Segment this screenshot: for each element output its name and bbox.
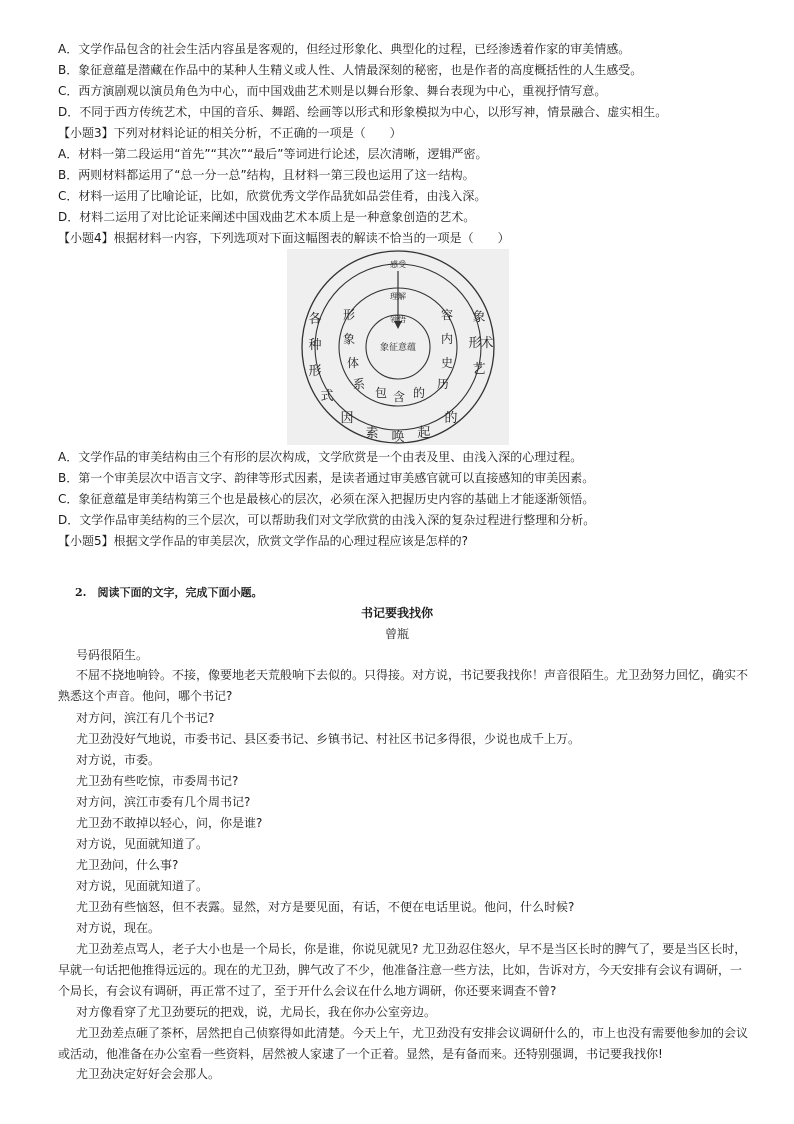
story-paragraph: 号码很陌生。 bbox=[76, 648, 149, 662]
ring-characters bbox=[308, 307, 493, 445]
story-paragraph: 不屈不挠地响铃。不接，像要地老天荒般响下去似的。只得接。对方说，书记要我找你！声音很陌生。尤卫劲努力回忆，确实不熟悉这个声音。他问，哪个书记? bbox=[58, 668, 749, 703]
ring-char: 容 bbox=[440, 308, 454, 322]
center-label: 象征意蕴 bbox=[379, 343, 417, 353]
arrow-label-understand: 理解 bbox=[390, 292, 406, 301]
ring-char: 的 bbox=[444, 411, 458, 426]
story-paragraph: 对方问，滨江有几个书记? bbox=[76, 711, 215, 725]
q3-option-d: D．材料二运用了对比论证来阐述中国戏曲艺术本质上是一种意象创造的艺术。 bbox=[58, 210, 476, 224]
ring-char: 系 bbox=[352, 377, 366, 391]
section2-heading: 2. 阅读下面的文字，完成下面小题。 bbox=[75, 586, 263, 599]
q3-option-b: B．两则材料都运用了“总一分一总”结构，且材料一第三段也运用了这一结构。 bbox=[58, 168, 475, 182]
story-paragraph: 对方像看穿了尤卫劲要玩的把戏，说，尤局长，我在你办公室旁边。 bbox=[76, 1005, 437, 1019]
q4-option-a: A．文学作品的审美结构由三个有形的层次构成，文学欣赏是一个由表及里、由浅入深的心理过程。 bbox=[58, 450, 583, 464]
ring-char: 式 bbox=[320, 389, 334, 404]
ring-char: 内 bbox=[440, 332, 454, 346]
ring-char: 历 bbox=[436, 377, 450, 391]
story-paragraph: 尤卫劲问，什么事? bbox=[76, 858, 179, 872]
story-paragraph: 尤卫劲决定好好会会那人。 bbox=[76, 1067, 221, 1081]
story-paragraph: 对方说，市委。 bbox=[76, 753, 161, 767]
story-paragraph: 对方说，现在。 bbox=[76, 921, 161, 935]
ring-char: 形 bbox=[342, 308, 356, 322]
ring-char: 含 bbox=[392, 390, 406, 404]
q2-option-c: C．西方演剧观以演员角色为中心，而中国戏曲艺术则是以舞台形象、舞台表现为中心，重视抒情写意。 bbox=[58, 84, 607, 98]
story-paragraph: 对方说，见面就知道了。 bbox=[76, 837, 209, 851]
ring-char: 的 bbox=[412, 386, 426, 400]
ring-char: 唤 bbox=[391, 430, 405, 445]
q4-option-c: C．象征意蕴是审美结构第三个也是最核心的层次，必须在深入把握历史内容的基础上才能逐渐领悟。 bbox=[58, 492, 595, 506]
story-title: 书记要我找你 bbox=[360, 606, 433, 620]
arrow-label-comprehend: 领悟 bbox=[390, 315, 406, 324]
story-paragraph: 尤卫劲有些恼怒，但不表露。显然，对方是要见面，有话，不便在电话里说。他问，什么时候? bbox=[76, 900, 575, 914]
story-paragraph: 尤卫劲没好气地说，市委书记、县区委书记、乡镇书记、村社区书记多得很，少说也成千上万。 bbox=[76, 732, 581, 746]
q3-option-c: C．材料一运用了比喻论证，比如，欣赏优秀文学作品犹如品尝佳肴，由浅入深。 bbox=[58, 189, 487, 203]
q4-stem: 【小题4】根据材料一内容，下列选项对下面这幅图表的解读不恰当的一项是（ ） bbox=[58, 231, 510, 245]
ring-char: 象 bbox=[342, 332, 356, 346]
ring-char: 包 bbox=[374, 386, 388, 400]
ring-char: 形 bbox=[468, 336, 482, 351]
q3-stem: 【小题3】下列对材料论证的相关分析，不正确的一项是（ ） bbox=[58, 126, 402, 140]
ring-char: 形 bbox=[308, 364, 322, 379]
ring-char: 体 bbox=[346, 356, 360, 370]
story-paragraph: 对方说，见面就知道了。 bbox=[76, 879, 209, 893]
ring-char: 艺 bbox=[472, 362, 486, 377]
diagram-svg bbox=[287, 249, 509, 445]
story-paragraph: 对方问，滨江市委有几个周书记? bbox=[76, 795, 251, 809]
q2-option-a: A．文学作品包含的社会生活内容虽是客观的，但经过形象化、典型化的过程，已经渗透着作家的审美情感。 bbox=[58, 42, 631, 56]
ring-char: 术 bbox=[480, 336, 494, 351]
story-paragraph: 尤卫劲差点骂人，老子大小也是一个局长，你是谁，你说见就见? 尤卫劲忍住怒火，早不是当区长时的脾气了，要是当区长时，早就一句话把他推得远远的。现在的尤卫劲，脾气改了不少，他准备注意一些方法，比如，告诉对方，今天安排有会议有调研，一个局长，有会议有调研，再正常不过了，至于开什么会议在什么地方调研，你还要来调查不曾? bbox=[58, 942, 747, 998]
q5-stem: 【小题5】根据文学作品的审美层次，欣赏文学作品的心理过程应该是怎样的? bbox=[58, 534, 469, 548]
story-paragraph: 尤卫劲有些吃惊，市委周书记? bbox=[76, 774, 239, 788]
arrow-label-feel: 感受 bbox=[390, 260, 406, 269]
ring-char: 起 bbox=[417, 426, 431, 441]
q4-option-b: B．第一个审美层次中语言文字、韵律等形式因素，是读者通过审美感官就可以直接感知的审美因素。 bbox=[58, 471, 595, 485]
q2-option-b: B．象征意蕴是潜藏在作品中的某种人生精义或人性、人情最深刻的秘密，也是作者的高度概括性的人生感受。 bbox=[58, 63, 643, 77]
ring-char: 种 bbox=[308, 338, 322, 353]
story-author: 曾瓶 bbox=[384, 627, 409, 641]
q2-option-d: D．不同于西方传统艺术，中国的音乐、舞蹈、绘画等以形式和形象模拟为中心，以形写神，情景融合、虚实相生。 bbox=[58, 105, 668, 119]
aesthetic-structure-diagram bbox=[287, 249, 509, 445]
ring-char: 史 bbox=[440, 356, 454, 370]
ring-char: 因 bbox=[340, 411, 354, 426]
story-paragraph: 尤卫劲差点砸了茶杯，居然把自己侦察得如此清楚。今天上午，尤卫劲没有安排会议调研什么的，市上也没有需要他参加的会议或活动，他准备在办公室看一些资料，居然被人家逮了一个正着。显然，是有备而来。还特别强调，书记要我找你! bbox=[58, 1026, 749, 1061]
ring-char: 象 bbox=[472, 310, 486, 325]
story-paragraph: 尤卫劲不敢掉以轻心，问，你是谁? bbox=[76, 816, 263, 830]
q4-option-d: D．文学作品审美结构的三个层次，可以帮助我们对文学欣赏的由浅入深的复杂过程进行整理和分析。 bbox=[58, 513, 596, 527]
ring-char: 素 bbox=[365, 426, 379, 441]
q3-option-a: A．材料一第二段运用“首先”“其次”“最后”等词进行论述，层次清晰，逻辑严密。 bbox=[58, 147, 488, 161]
ring-char: 各 bbox=[308, 312, 322, 327]
